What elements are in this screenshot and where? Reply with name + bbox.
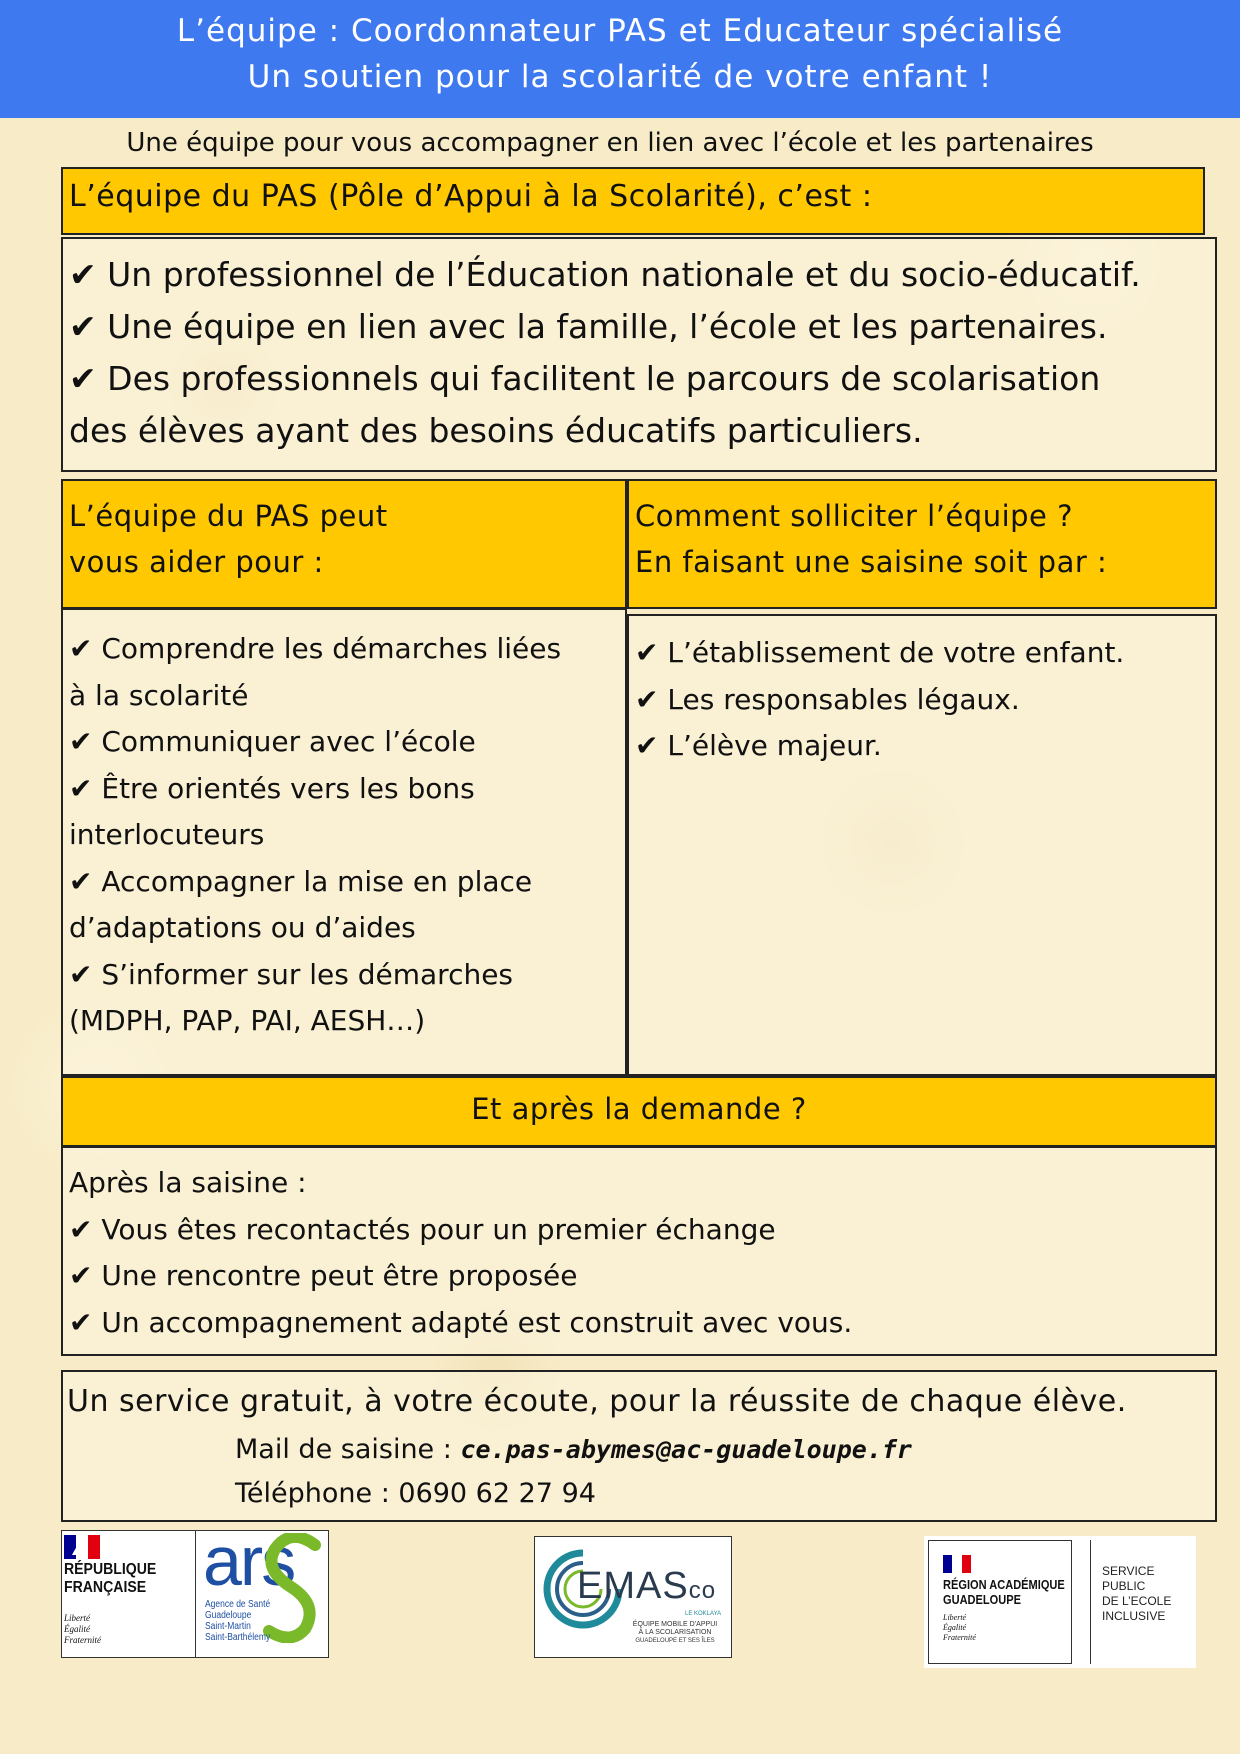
emas-logo: EMASco LE KOKLAYA ÉQUIPE MOBILE D’APPUI À LA SCOLARISATION GUADELOUPE ET SES ÎLES: [534, 1536, 732, 1658]
ars-s-icon: [261, 1533, 325, 1643]
help-heading-line1: L’équipe du PAS peut: [69, 499, 388, 533]
emas-wordmark: EMASco: [577, 1565, 717, 1607]
list-item: ✔ L’élève majeur.: [635, 729, 882, 762]
help-heading-box: [61, 479, 627, 609]
solicit-list-box: [627, 614, 1217, 1076]
list-item: ✔ Vous êtes recontactés pour un premier échange: [69, 1212, 776, 1246]
contact-mail-line: [235, 1434, 912, 1465]
check-icon: ✔: [69, 1305, 93, 1339]
list-item: ✔ Un professionnel de l’Éducation nationale et du socio-éducatif.: [69, 255, 1141, 294]
republique-logo: RÉPUBLIQUE FRANÇAISE Liberté Égalité Fraternité: [62, 1531, 196, 1657]
help-heading-line2: vous aider pour :: [69, 545, 324, 579]
pas-heading-box: [61, 167, 1205, 235]
check-icon: ✔: [69, 957, 93, 991]
marianne-icon: [64, 1535, 100, 1559]
pas-description-box: [61, 237, 1217, 472]
check-icon: ✔: [69, 864, 93, 898]
region-academique-logo: [924, 1536, 1196, 1668]
list-item: ✔ Comprendre les démarches liées: [69, 632, 562, 665]
check-icon: ✔: [69, 307, 97, 346]
after-heading-box: [61, 1076, 1217, 1147]
header-subtitle: Un soutien pour la scolarité de votre enfant !: [247, 59, 993, 95]
list-item-continuation: d’adaptations ou d’aides: [69, 911, 416, 944]
solicit-list: [635, 630, 1124, 770]
ars-logo: ars Agence de Santé Guadeloupe Saint-Martin Saint-Barthélemy: [197, 1531, 328, 1657]
ars-wordmark: ars: [203, 1522, 295, 1600]
check-icon: ✔: [69, 1259, 93, 1292]
region-logo: RÉGION ACADÉMIQUE GUADELOUPE Liberté Égalité Fraternité: [928, 1540, 1072, 1664]
intro-subtitle: Une équipe pour vous accompagner en lien avec l’école et les partenaires: [126, 128, 1094, 158]
pas-list: [69, 249, 1141, 457]
after-heading: Et après la demande ?: [471, 1092, 807, 1126]
republique-ars-logo: [61, 1522, 329, 1658]
list-item-continuation: (MDPH, PAP, PAI, AESH…): [69, 1004, 426, 1037]
phone-number[interactable]: 0690 62 27 94: [398, 1478, 596, 1509]
page-header: [0, 0, 1240, 118]
list-item: ✔ Les responsables légaux.: [635, 682, 1020, 716]
service-public-logo: SERVICE PUBLIC DE L’ECOLE INCLUSIVE: [1102, 1564, 1172, 1623]
mail-link[interactable]: ce.pas-abymes@ac-guadeloupe.fr: [460, 1435, 912, 1464]
check-icon: ✔: [69, 1212, 93, 1246]
help-list: [69, 626, 561, 1045]
solicit-heading-box: [627, 479, 1217, 609]
check-icon: ✔: [69, 359, 97, 398]
list-item: ✔ L’établissement de votre enfant.: [635, 636, 1125, 669]
list-item: ✔ Être orientés vers les bons: [69, 771, 475, 805]
check-icon: ✔: [69, 725, 93, 758]
header-title: L’équipe : Coordonnateur PAS et Educateur spécialisé: [176, 13, 1064, 49]
list-item: ✔ Accompagner la mise en place: [69, 864, 533, 898]
marianne-icon: [943, 1555, 971, 1573]
logo-divider: [1090, 1540, 1091, 1664]
phone-label: Téléphone :: [235, 1478, 399, 1509]
list-item: ✔ Un accompagnement adapté est construit avec vous.: [69, 1305, 853, 1339]
list-item-continuation: à la scolarité: [69, 678, 249, 712]
list-item: ✔ Communiquer avec l’école: [69, 725, 476, 758]
solicit-heading-line2: En faisant une saisine soit par :: [635, 545, 1108, 579]
check-icon: ✔: [635, 682, 659, 716]
after-intro: Après la saisine :: [69, 1166, 307, 1199]
check-icon: ✔: [69, 632, 93, 665]
check-icon: ✔: [635, 636, 659, 669]
list-item-continuation: des élèves ayant des besoins éducatifs particuliers.: [69, 411, 923, 450]
after-list: [69, 1160, 852, 1346]
list-item-continuation: interlocuteurs: [69, 818, 265, 851]
check-icon: ✔: [635, 729, 659, 762]
contact-phone-line: [235, 1478, 596, 1509]
help-list-box: [61, 608, 627, 1076]
contact-tagline: Un service gratuit, à votre écoute, pour la réussite de chaque élève.: [67, 1384, 1127, 1419]
solicit-heading-line1: Comment solliciter l’équipe ?: [635, 499, 1074, 533]
check-icon: ✔: [69, 771, 93, 805]
check-icon: ✔: [69, 255, 97, 294]
after-list-box: [61, 1146, 1217, 1356]
mail-label: Mail de saisine :: [235, 1434, 461, 1465]
list-item: ✔ S’informer sur les démarches: [69, 957, 514, 991]
list-item: ✔ Une rencontre peut être proposée: [69, 1259, 578, 1292]
pas-heading: L’équipe du PAS (Pôle d’Appui à la Scolarité), c’est :: [69, 179, 873, 214]
contact-box: [61, 1370, 1217, 1522]
list-item: ✔ Des professionnels qui facilitent le parcours de scolarisation: [69, 359, 1101, 398]
list-item: ✔ Une équipe en lien avec la famille, l’école et les partenaires.: [69, 307, 1108, 346]
